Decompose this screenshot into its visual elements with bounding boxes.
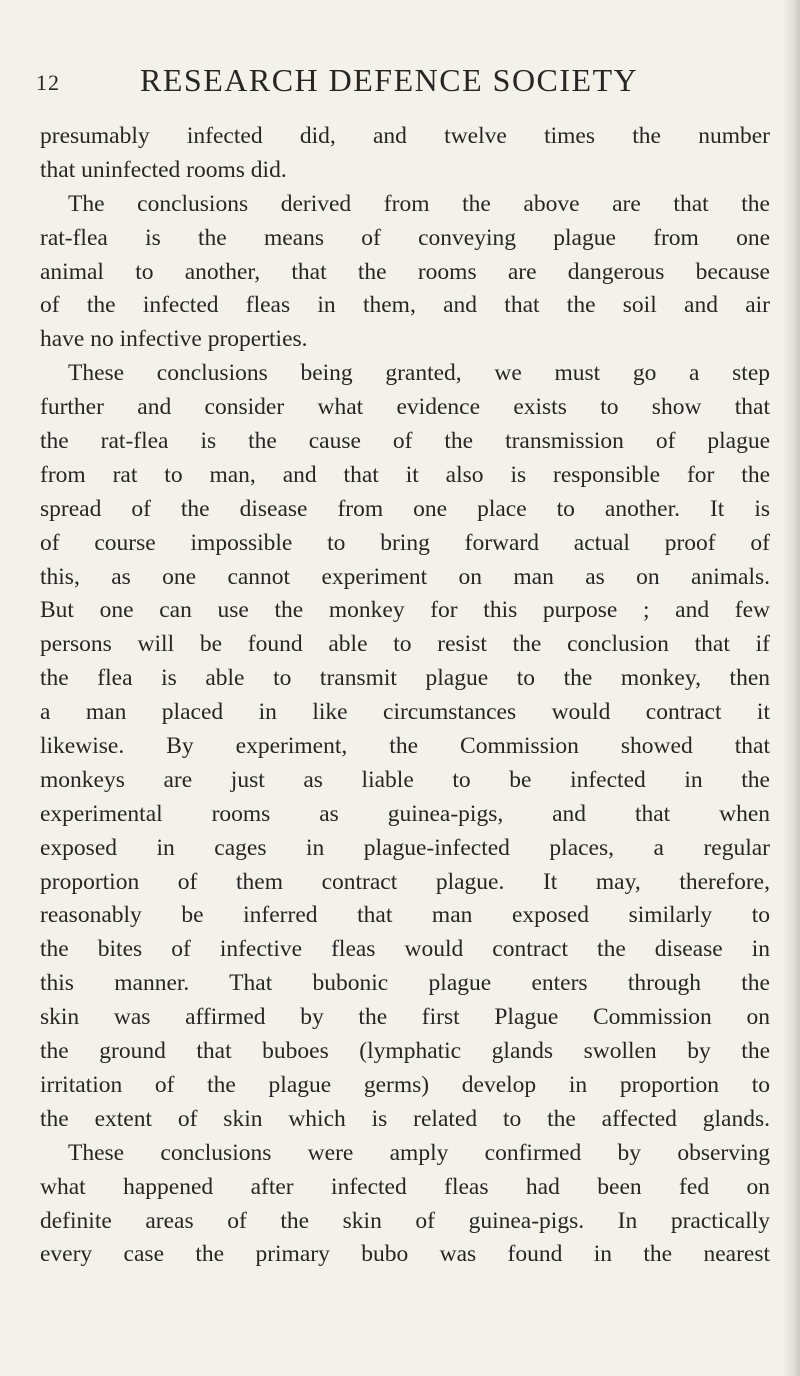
text-line: reasonably be inferred that man exposed similarly to (40, 902, 770, 929)
text-line: experimental rooms as guinea-pigs, and that when (40, 800, 770, 827)
text-line: definite areas of the skin of guinea-pigs. In practically (40, 1207, 770, 1234)
text-line: likewise. By experiment, the Commission showed that (40, 733, 770, 760)
text-line: the flea is able to transmit plague to the monkey, then (40, 665, 770, 692)
text-line: of the infected fleas in them, and that the soil and air (40, 292, 770, 319)
page-number: 12 (36, 70, 60, 95)
text-line: further and consider what evidence exists to show that (40, 394, 770, 421)
text-line: presumably infected did, and twelve times the number (40, 123, 770, 149)
text-line: The conclusions derived from the above are that the (68, 190, 770, 217)
text-line: These conclusions being granted, we must go a step (68, 360, 770, 387)
text-line: a man placed in like circumstances would contract it (40, 699, 770, 726)
text-line: spread of the disease from one place to another. It is (40, 495, 770, 522)
text-line: animal to another, that the rooms are dangerous because (40, 258, 770, 285)
page-header (36, 62, 756, 102)
text-line: exposed in cages in plague-infected places, a regular (40, 834, 770, 861)
text-line: monkeys are just as liable to be infected in the (40, 766, 770, 793)
text-line: the extent of skin which is related to the affected glands. (40, 1105, 770, 1132)
text-line: skin was affirmed by the first Plague Commission on (40, 1004, 770, 1031)
text-line: that uninfected rooms did. (40, 156, 287, 183)
text-line: this manner. That bubonic plague enters through the (40, 970, 770, 997)
page-edge-shadow (782, 0, 800, 1376)
text-line: have no infective properties. (40, 326, 308, 353)
text-line: of course impossible to bring forward actual proof of (40, 529, 770, 556)
text-line: what happened after infected fleas had been fed on (40, 1173, 770, 1200)
text-line: These conclusions were amply confirmed by observing (68, 1139, 770, 1166)
text-line: rat-flea is the means of conveying plague from one (40, 224, 770, 251)
running-title: RESEARCH DEFENCE SOCIETY (140, 62, 639, 98)
text-line: the bites of infective fleas would contract the disease in (40, 936, 770, 963)
text-line: irritation of the plague germs) develop in proportion to (40, 1071, 770, 1098)
body-text (40, 120, 770, 1272)
text-line: from rat to man, and that it also is responsible for the (40, 461, 770, 488)
text-line: the ground that buboes (lymphatic glands swollen by the (40, 1038, 770, 1065)
text-line: persons will be found able to resist the conclusion that if (40, 631, 770, 658)
text-line: every case the primary bubo was found in the nearest (40, 1241, 770, 1268)
text-line: proportion of them contract plague. It may, therefore, (40, 868, 770, 895)
text-line: this, as one cannot experiment on man as on animals. (40, 563, 770, 590)
text-line: But one can use the monkey for this purpose ; and few (40, 597, 770, 624)
text-line: the rat-flea is the cause of the transmission of plague (40, 428, 770, 455)
